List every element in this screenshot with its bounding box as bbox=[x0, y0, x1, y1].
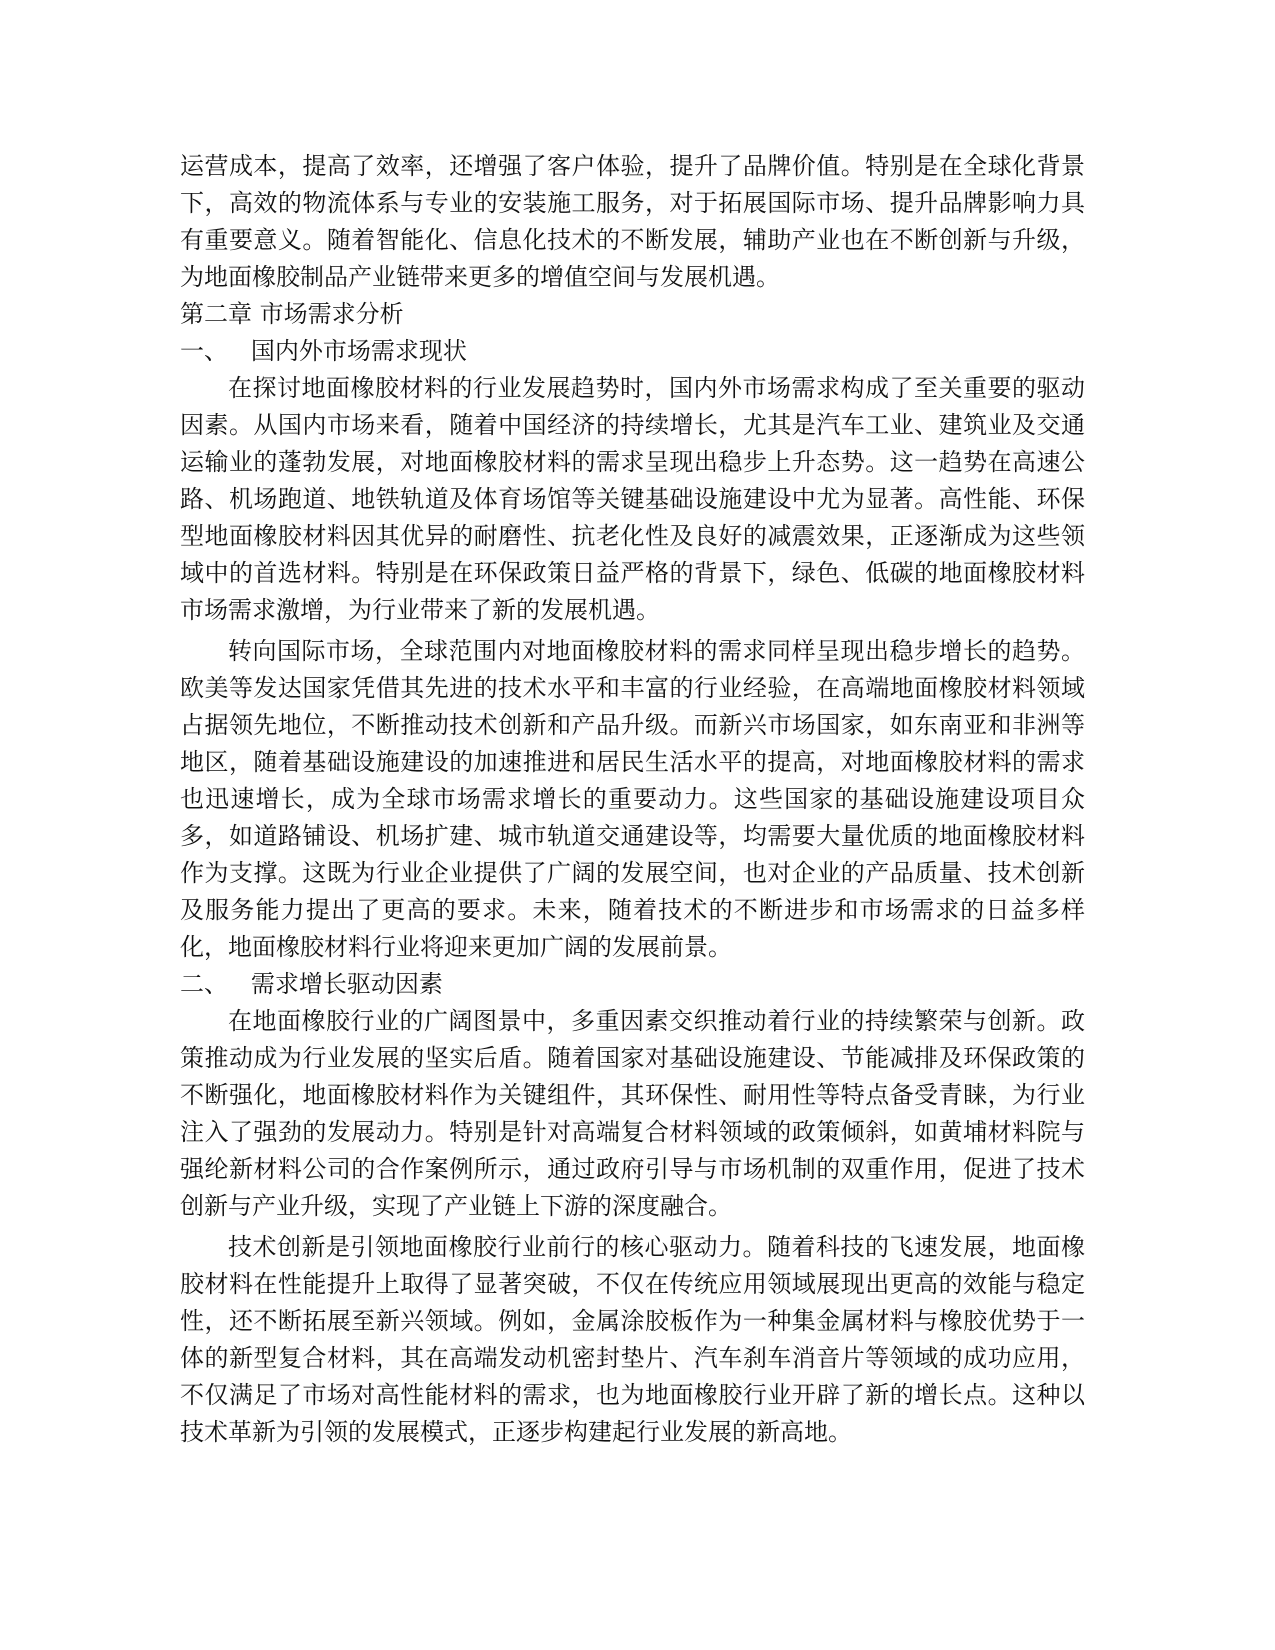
section-heading-1 bbox=[180, 333, 1085, 370]
section-number: 一、 bbox=[180, 337, 228, 365]
body-paragraph: 运营成本，提高了效率，还增强了客户体验，提升了品牌价值。特别是在全球化背景下，高效的物流体系与专业的安装施工服务，对于拓展国际市场、提升品牌影响力具有重要意义。随着智能化、信息化技术的不断发展，辅助产业也在不断创新与升级，为地面橡胶制品产业链带来更多的增值空间与发展机遇。 bbox=[180, 152, 1085, 291]
body-paragraph: 在探讨地面橡胶材料的行业发展趋势时，国内外市场需求构成了至关重要的驱动因素。从国内市场来看，随着中国经济的持续增长，尤其是汽车工业、建筑业及交通运输业的蓬勃发展，对地面橡胶材料的需求呈现出稳步上升态势。这一趋势在高速公路、机场跑道、地铁轨道及体育场馆等关键基础设施建设中尤为显著。高性能、环保型地面橡胶材料因其优异的耐磨性、抗老化性及良好的减震效果，正逐渐成为这些领域中的首选材料。特别是在环保政策日益严格的背景下，绿色、低碳的地面橡胶材料市场需求激增，为行业带来了新的发展机遇。 bbox=[180, 374, 1085, 624]
section-heading-2 bbox=[180, 966, 1085, 1003]
chapter-title: 第二章 市场需求分析 bbox=[180, 300, 404, 328]
section-title: 国内外市场需求现状 bbox=[250, 337, 467, 365]
body-paragraph: 在地面橡胶行业的广阔图景中，多重因素交织推动着行业的持续繁荣与创新。政策推动成为行业发展的坚实后盾。随着国家对基础设施建设、节能减排及环保政策的不断强化，地面橡胶材料作为关键组件，其环保性、耐用性等特点备受青睐，为行业注入了强劲的发展动力。特别是针对高端复合材料领域的政策倾斜，如黄埔材料院与强纶新材料公司的合作案例所示，通过政府引导与市场机制的双重作用，促进了技术创新与产业升级，实现了产业链上下游的深度融合。 bbox=[180, 1007, 1085, 1220]
body-paragraph: 转向国际市场，全球范围内对地面橡胶材料的需求同样呈现出稳步增长的趋势。欧美等发达国家凭借其先进的技术水平和丰富的行业经验，在高端地面橡胶材料领域占据领先地位，不断推动技术创新和产品升级。而新兴市场国家，如东南亚和非洲等地区，随着基础设施建设的加速推进和居民生活水平的提高，对地面橡胶材料的需求也迅速增长，成为全球市场需求增长的重要动力。这些国家的基础设施建设项目众多，如道路铺设、机场扩建、城市轨道交通建设等，均需要大量优质的地面橡胶材料作为支撑。这既为行业企业提供了广阔的发展空间，也对企业的产品质量、技术创新及服务能力提出了更高的要求。未来，随着技术的不断进步和市场需求的日益多样化，地面橡胶材料行业将迎来更加广阔的发展前景。 bbox=[180, 637, 1085, 961]
body-paragraph: 技术创新是引领地面橡胶行业前行的核心驱动力。随着科技的飞速发展，地面橡胶材料在性能提升上取得了显著突破，不仅在传统应用领域展现出更高的效能与稳定性，还不断拓展至新兴领域。例如，金属涂胶板作为一种集金属材料与橡胶优势于一体的新型复合材料，其在高端发动机密封垫片、汽车刹车消音片等领域的成功应用，不仅满足了市场对高性能材料的需求，也为地面橡胶行业开辟了新的增长点。这种以技术革新为引领的发展模式，正逐步构建起行业发展的新高地。 bbox=[180, 1233, 1085, 1446]
document-page bbox=[180, 148, 1085, 1451]
section-title: 需求增长驱动因素 bbox=[250, 970, 443, 998]
section-number: 二、 bbox=[180, 970, 228, 998]
